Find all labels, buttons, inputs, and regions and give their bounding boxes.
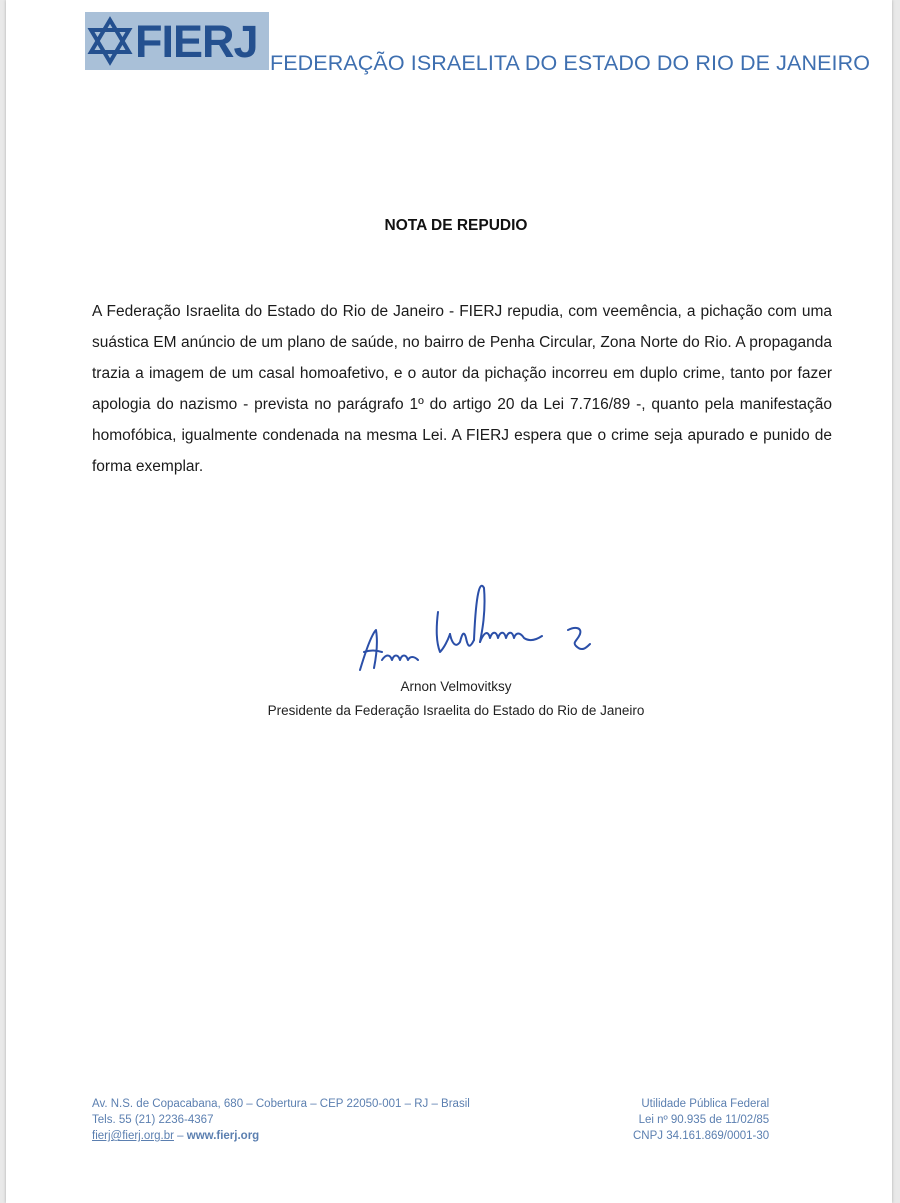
footer-contact (92, 1096, 470, 1144)
cnpj-number: CNPJ 34.161.869/0001-30 (633, 1130, 770, 1142)
footer-phone: Tels. 55 (21) 2236-4367 (92, 1114, 214, 1126)
footer-legal (633, 1096, 769, 1144)
signer-name: Arnon Velmovitksy (400, 679, 512, 694)
document-title: NOTA DE REPUDIO (384, 217, 528, 234)
law-reference: Lei nº 90.935 de 11/02/85 (638, 1114, 770, 1126)
signer-role: Presidente da Federação Israelita do Estado do Rio de Janeiro (267, 703, 645, 718)
email-link[interactable]: fierj@fierj.org.br (92, 1130, 174, 1142)
footer-separator: – (173, 1130, 187, 1142)
logo-text: FIERJ (135, 15, 258, 67)
document-body: A Federação Israelita do Estado do Rio de Janeiro - FIERJ repudia, com veemência, a pichação com uma suástica EM anúncio de um plano de saúde, no bairro de Penha Circular, Zona Norte do Rio. A propaganda trazia a imagem de um casal homoafetivo, e o autor da pichação incorreu em duplo crime, tanto por fazer apologia do nazismo - prevista no parágrafo 1º do artigo 20 da Lei 7.716/89 -, quanto pela manifestação homofóbica, igualmente condenada na mesma Lei. A FIERJ espera que o crime seja apurado e punido de forma exemplar. (92, 303, 832, 475)
fierj-logo (85, 12, 269, 70)
footer-address: Av. N.S. de Copacabana, 680 – Cobertura – CEP 22050-001 – RJ – Brasil (92, 1098, 470, 1110)
organization-name: FEDERAÇÃO ISRAELITA DO ESTADO DO RIO DE JANEIRO (270, 51, 871, 75)
utility-title: Utilidade Pública Federal (641, 1098, 770, 1110)
footer-links (92, 1128, 470, 1144)
handwritten-signature (346, 572, 606, 682)
document-page (6, 0, 892, 1203)
website-link[interactable]: www.fierj.org (186, 1130, 260, 1142)
star-of-david-icon (87, 16, 133, 66)
